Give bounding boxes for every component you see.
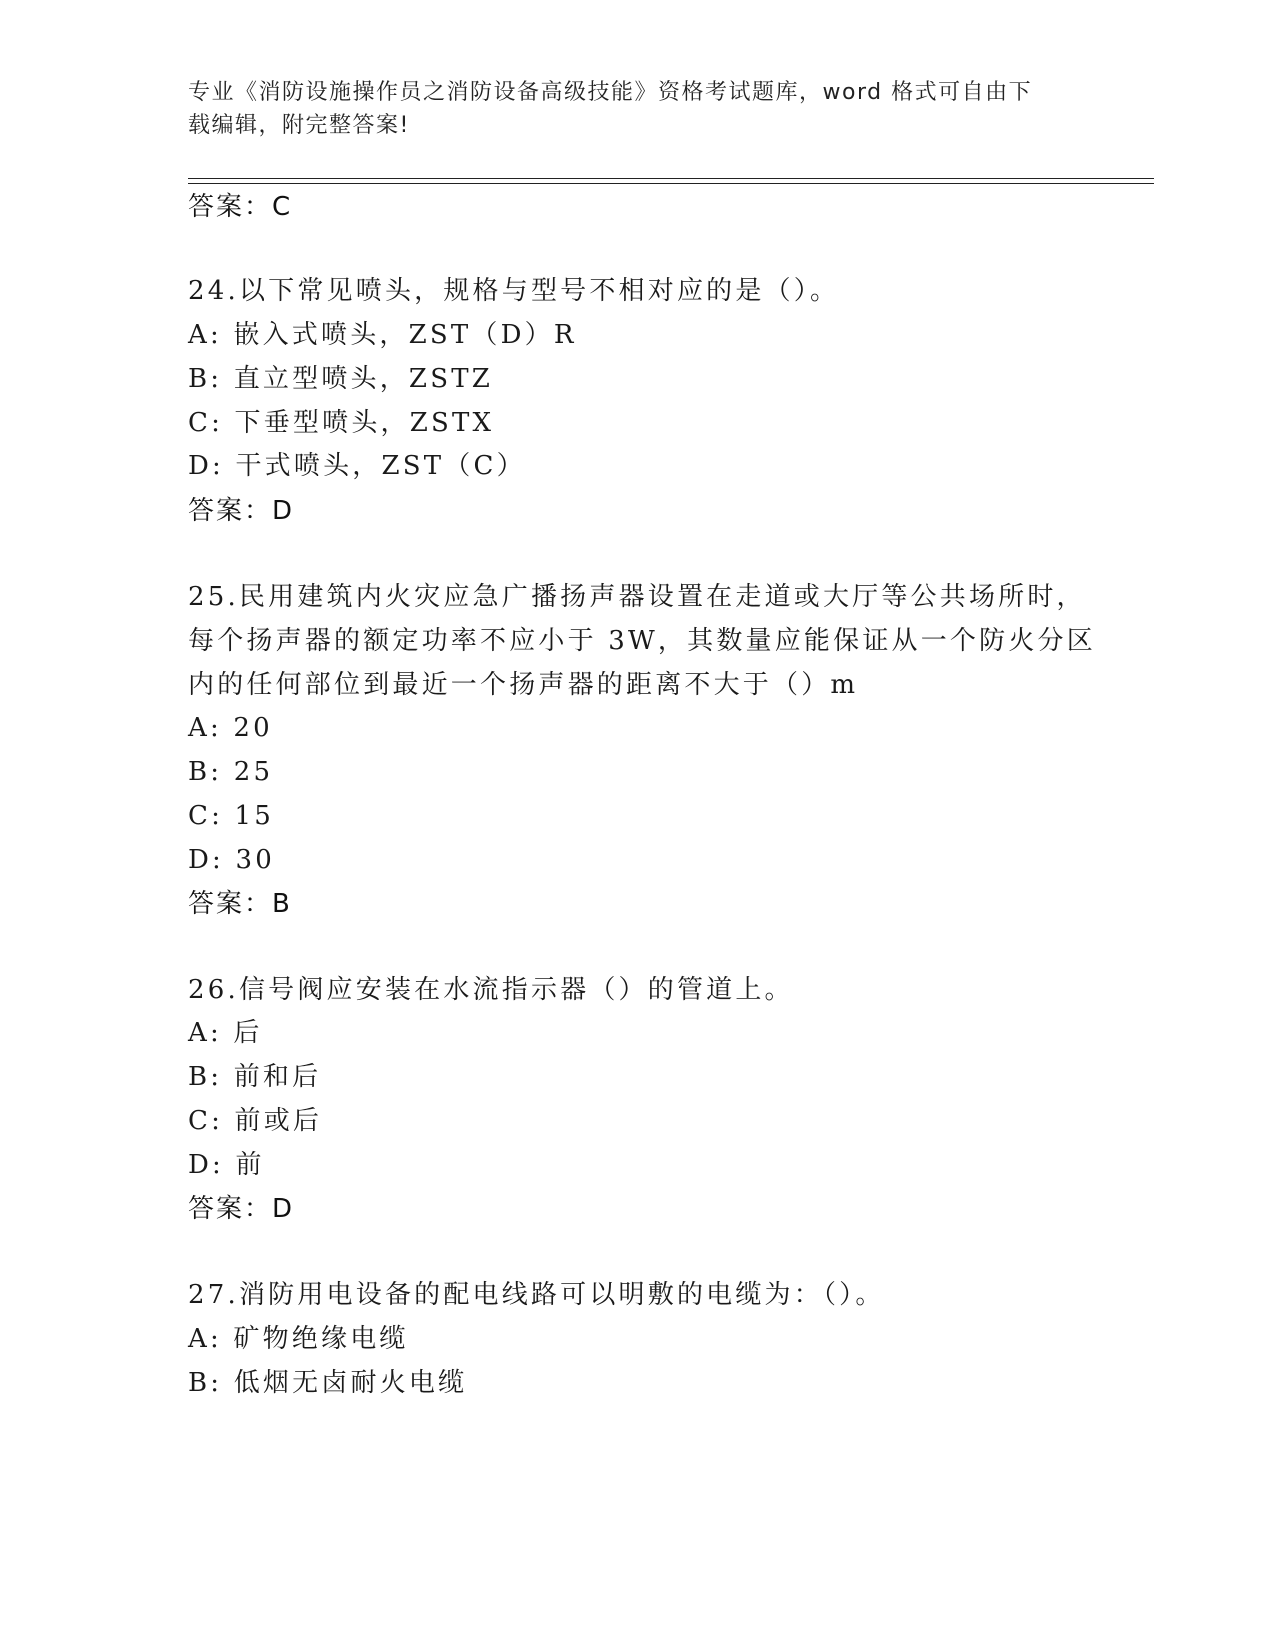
question-26-stem: 26.信号阀应安装在水流指示器（）的管道上。: [188, 975, 794, 1005]
question-26-option-b: B: 前和后: [188, 1062, 322, 1092]
question-25-option-d: D: 30: [188, 845, 275, 875]
header-line-2: 载编辑，附完整答案!: [188, 113, 410, 138]
question-26-option-a: A: 后: [188, 1018, 263, 1048]
question-25-stem-line-1: 25.民用建筑内火灾应急广播扬声器设置在走道或大厅等公共场所时，: [188, 582, 1086, 612]
answer-23: 答案：C: [188, 192, 293, 222]
question-24-option-a: A: 嵌入式喷头，ZST（D）R: [188, 320, 577, 350]
question-25-option-a: A: 20: [188, 713, 273, 743]
question-25-stem-line-2: 每个扬声器的额定功率不应小于 3W，其数量应能保证从一个防火分区: [188, 626, 1096, 656]
document-header: [188, 76, 1068, 142]
question-25-option-c: C: 15: [188, 801, 275, 831]
question-27-stem: 27.消防用电设备的配电线路可以明敷的电缆为：（）。: [188, 1280, 885, 1310]
question-27-option-a: A: 矿物绝缘电缆: [188, 1324, 409, 1354]
header-divider-top: [188, 178, 1154, 179]
header-line-1: 专业《消防设施操作员之消防设备高级技能》资格考试题库，word 格式可自由下: [188, 80, 1033, 105]
header-divider-bottom: [188, 183, 1154, 184]
question-24-option-b: B: 直立型喷头，ZSTZ: [188, 364, 494, 394]
question-25-stem-line-3: 内的任何部位到最近一个扬声器的距离不大于（）m: [188, 670, 859, 700]
question-24-option-d: D: 干式喷头，ZST（C）: [188, 451, 526, 481]
answer-26: 答案：D: [188, 1194, 295, 1224]
question-26-option-d: D: 前: [188, 1150, 265, 1180]
answer-25: 答案：B: [188, 889, 292, 919]
question-27-option-b: B: 低烟无卤耐火电缆: [188, 1368, 468, 1398]
question-25-option-b: B: 25: [188, 757, 274, 787]
question-24-stem: 24.以下常见喷头，规格与型号不相对应的是（）。: [188, 276, 840, 306]
answer-24: 答案：D: [188, 496, 295, 526]
question-24-option-c: C: 下垂型喷头，ZSTX: [188, 408, 495, 438]
question-26-option-c: C: 前或后: [188, 1106, 323, 1136]
